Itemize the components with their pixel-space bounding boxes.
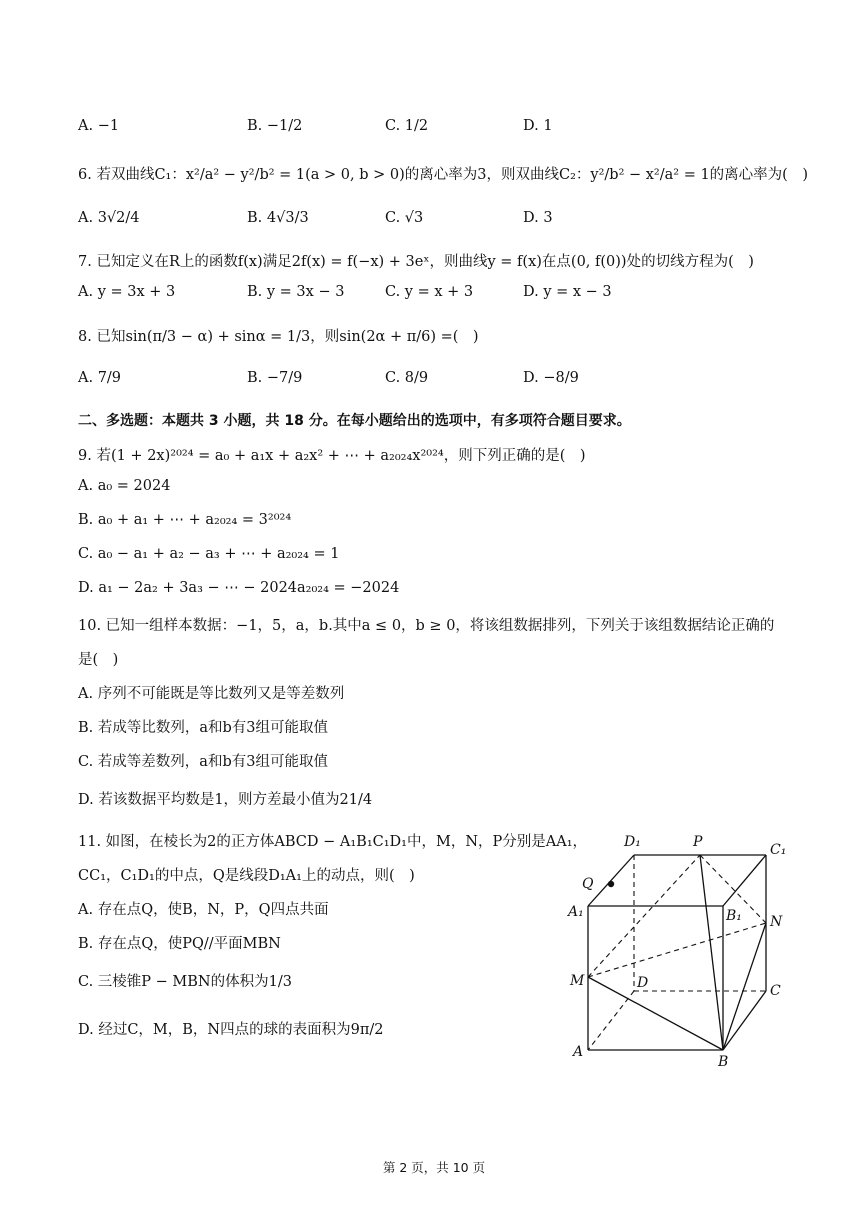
q10-stem-line2: 是( ) (78, 652, 119, 668)
q8-stem: 8. 已知sin(π/3 − α) + sinα = 1/3，则sin(2α + π/6) =( ) (78, 329, 479, 345)
q10-option-c: C. 若成等差数列，a和b有3组可能取值 (78, 754, 328, 770)
q11-option-d: D. 经过C，M，B，N四点的球的表面积为9π/2 (78, 1022, 384, 1038)
q10-option-a: A. 序列不可能既是等比数列又是等差数列 (78, 686, 345, 702)
q5-option-c: C. 1/2 (385, 118, 429, 134)
label-c1: C₁ (770, 842, 787, 858)
label-c: C (770, 983, 781, 999)
q9-stem: 9. 若(1 + 2x)²⁰²⁴ = a₀ + a₁x + a₂x² + ⋯ + a₂₀₂₄x²⁰²⁴，则下列正确的是( ) (78, 448, 586, 464)
segment-m-b (588, 977, 723, 1050)
q8-option-c: C. 8/9 (385, 370, 429, 386)
label-a: A (573, 1044, 584, 1060)
q8-option-d: D. −8/9 (523, 370, 579, 386)
q6-option-a: A. 3√2/4 (78, 210, 140, 226)
q11-option-a: A. 存在点Q，使B，N，P，Q四点共面 (78, 902, 329, 918)
label-n: N (770, 914, 783, 930)
label-a1: A₁ (568, 904, 584, 920)
hidden-edge-d-a (588, 991, 634, 1050)
q6-option-b: B. 4√3/3 (247, 210, 309, 226)
q6-option-d: D. 3 (523, 210, 553, 226)
page-footer: 第 2 页，共 10 页 (382, 1160, 486, 1175)
q5-option-b: B. −1/2 (247, 118, 303, 134)
cube-figure (560, 826, 796, 1068)
hidden-segment-m-p (588, 855, 700, 977)
label-m: M (570, 973, 585, 989)
label-q: Q (582, 876, 594, 892)
q10-option-b: B. 若成等比数列，a和b有3组可能取值 (78, 720, 329, 736)
q8-option-a: A. 7/9 (78, 370, 122, 386)
hidden-segment-m-n (588, 923, 766, 977)
q11-stem-line1: 11. 如图，在棱长为2的正方体ABCD − A₁B₁C₁D₁中，M，N，P分别是AA₁， (78, 834, 588, 850)
q11-stem-line2: CC₁，C₁D₁的中点，Q是线段D₁A₁上的动点，则( ) (78, 868, 415, 884)
q9-option-c: C. a₀ − a₁ + a₂ − a₃ + ⋯ + a₂₀₂₄ = 1 (78, 546, 340, 562)
label-p: P (693, 834, 703, 850)
q10-option-d: D. 若该数据平均数是1，则方差最小值为21/4 (78, 792, 373, 808)
q5-option-a: A. −1 (78, 118, 120, 134)
q7-option-d: D. y = x − 3 (523, 284, 612, 300)
q7-option-a: A. y = 3x + 3 (78, 284, 176, 300)
label-d1: D₁ (624, 834, 641, 850)
q5-option-d: D. 1 (523, 118, 553, 134)
section-2-heading: 二、多选题：本题共 3 小题，共 18 分。在每小题给出的选项中，有多项符合题目要求。 (78, 413, 631, 429)
point-q (608, 881, 614, 887)
q10-stem-line1: 10. 已知一组样本数据：−1，5，a，b.其中a ≤ 0，b ≥ 0，将该组数据排列，下列关于该组数据结论正确的 (78, 618, 775, 634)
q7-stem: 7. 已知定义在R上的函数f(x)满足2f(x) = f(−x) + 3eˣ，则曲线y = f(x)在点(0, f(0))处的切线方程为( ) (78, 254, 754, 270)
q9-option-d: D. a₁ − 2a₂ + 3a₃ − ⋯ − 2024a₂₀₂₄ = −2024 (78, 580, 400, 596)
label-b: B (718, 1054, 729, 1068)
q6-option-c: C. √3 (385, 210, 424, 226)
q11-option-c: C. 三棱锥P − MBN的体积为1/3 (78, 974, 292, 990)
label-b1: B₁ (726, 908, 742, 924)
edge-b1-c1 (723, 855, 766, 906)
q6-stem: 6. 若双曲线C₁：x²/a² − y²/b² = 1(a > 0, b > 0)的离心率为3，则双曲线C₂：y²/b² − x²/a² = 1的离心率为( ) (78, 167, 808, 183)
q9-option-b: B. a₀ + a₁ + ⋯ + a₂₀₂₄ = 3²⁰²⁴ (78, 512, 292, 528)
edge-d1-a1 (588, 855, 634, 906)
segment-b-n (723, 923, 766, 1050)
label-d: D (637, 975, 649, 991)
edge-b-c (723, 991, 766, 1050)
segment-b-p (700, 855, 723, 1050)
q7-option-b: B. y = 3x − 3 (247, 284, 345, 300)
q9-option-a: A. a₀ = 2024 (78, 478, 171, 494)
q7-option-c: C. y = x + 3 (385, 284, 474, 300)
q8-option-b: B. −7/9 (247, 370, 303, 386)
q11-option-b: B. 存在点Q，使PQ//平面MBN (78, 936, 281, 952)
cube-diagram (560, 826, 796, 1068)
